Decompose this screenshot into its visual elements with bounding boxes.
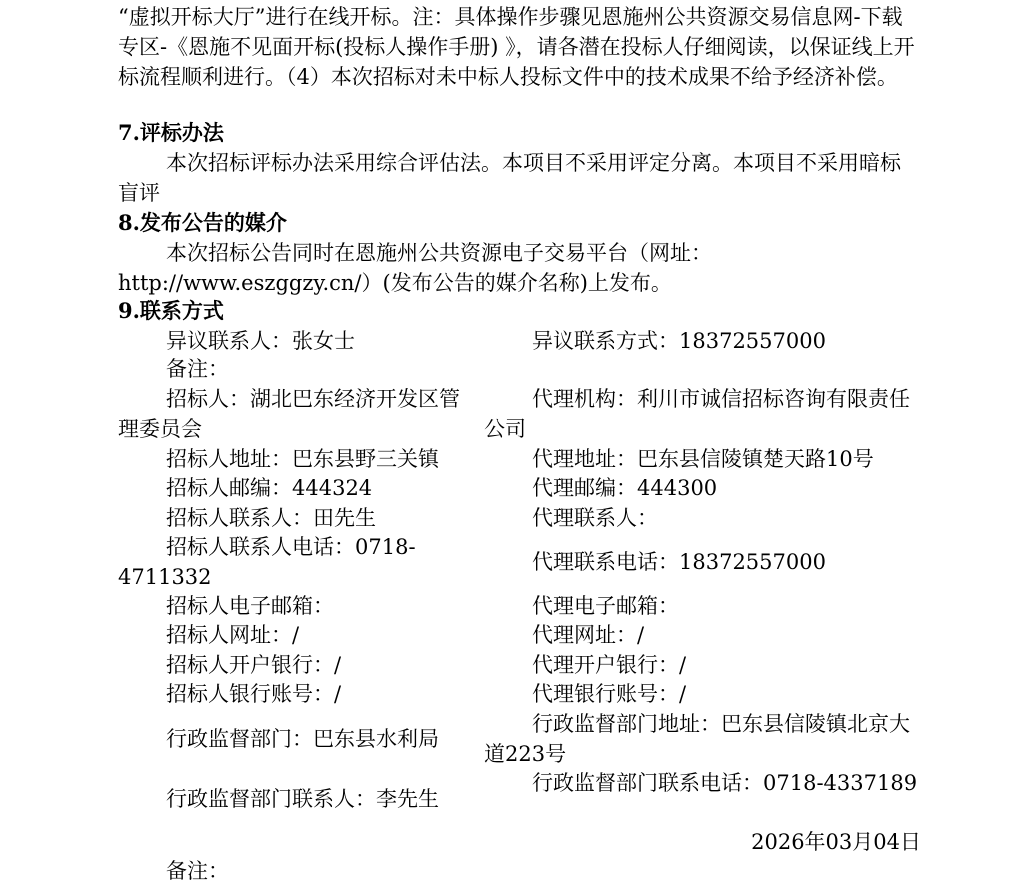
tenderer-website: 招标人网址：/ <box>166 623 300 647</box>
section-8-text: 本次招标公告同时在恩施州公共资源电子交易平台（网址：http://www.eszggzy.cn/）(发布公告的媒介名称)上发布。 <box>118 241 712 295</box>
section-8-heading: 8.发布公告的媒介 <box>118 210 287 235</box>
agency-website: 代理网址：/ <box>532 623 645 647</box>
tenderer-contact: 招标人联系人：田先生 <box>166 506 376 530</box>
section-7-text: 本次招标评标办法采用综合评估法。本项目不采用评定分离。本项目不采用暗标盲评 <box>118 151 901 205</box>
remark-label-bottom: 备注： <box>166 859 229 883</box>
announcement-date: 2026年03月04日 <box>751 830 921 854</box>
tenderer-name: 招标人：湖北巴东经济开发区管理委员会 <box>118 387 460 441</box>
section-7-heading: 7.评标办法 <box>118 120 224 145</box>
tenderer-bank: 招标人开户银行：/ <box>166 653 342 677</box>
supervision-dept: 行政监督部门：巴东县水利局 <box>166 727 439 751</box>
intro-paragraph: “虚拟开标大厅”进行在线开标。注：具体操作步骤见恩施州公共资源交易信息网-下载专区-《恩施不见面开标(投标人操作手册) 》，请各潜在投标人仔细阅读，以保证线上开标流程顺利进行。（4）本次招标对未中标人投标文件中的技术成果不给予经济补偿。 <box>118 5 915 89</box>
supervision-address: 行政监督部门地址：巴东县信陵镇北京大道223号 <box>484 712 910 766</box>
tenderer-phone: 招标人联系人电话：0718-4711332 <box>118 535 416 589</box>
supervision-contact: 行政监督部门联系人：李先生 <box>166 787 439 811</box>
remark-label: 备注： <box>166 357 229 381</box>
agency-contact: 代理联系人： <box>532 506 658 530</box>
agency-account: 代理银行账号：/ <box>532 682 687 706</box>
agency-phone: 代理联系电话：18372557000 <box>532 550 826 574</box>
agency-postcode: 代理邮编：444300 <box>532 476 718 500</box>
tenderer-account: 招标人银行账号：/ <box>166 682 342 706</box>
tenderer-postcode: 招标人邮编：444324 <box>166 476 373 500</box>
section-9-heading: 9.联系方式 <box>118 298 224 323</box>
agency-bank: 代理开户银行：/ <box>532 653 687 677</box>
tenderer-email: 招标人电子邮箱： <box>166 594 334 618</box>
agency-name: 代理机构：利川市诚信招标咨询有限责任公司 <box>484 387 910 441</box>
agency-email: 代理电子邮箱： <box>532 594 679 618</box>
supervision-phone: 行政监督部门联系电话：0718-4337189 <box>532 771 918 795</box>
agency-address: 代理地址：巴东县信陵镇楚天路10号 <box>532 447 874 471</box>
objection-phone: 异议联系方式：18372557000 <box>532 329 826 353</box>
objection-contact: 异议联系人：张女士 <box>166 329 355 353</box>
tenderer-address: 招标人地址：巴东县野三关镇 <box>166 447 439 471</box>
